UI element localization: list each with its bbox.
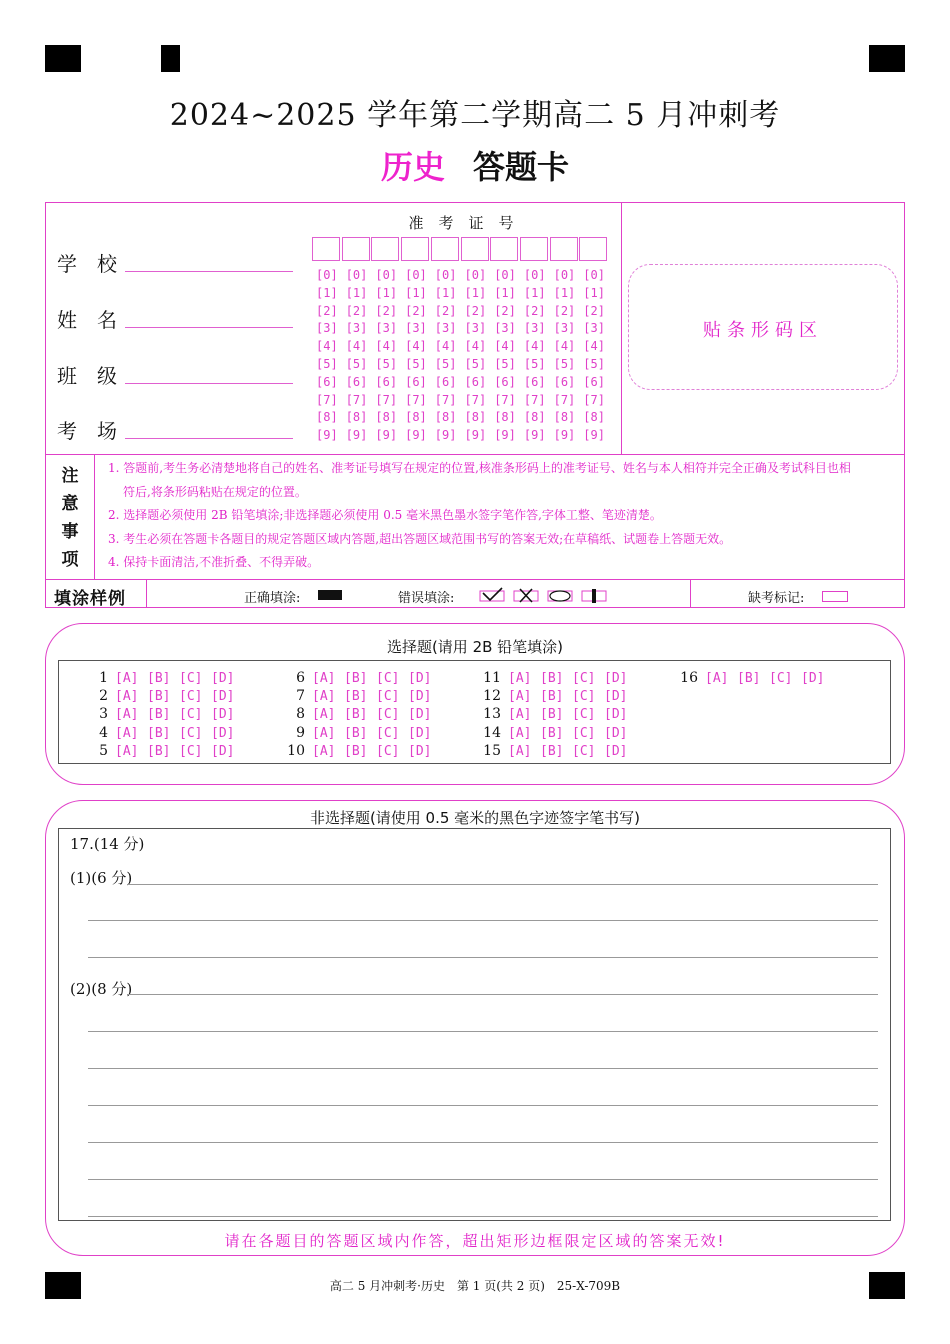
exam-id-cell[interactable] bbox=[520, 237, 548, 261]
answer-writing-line[interactable] bbox=[127, 994, 878, 995]
absent-mark-box[interactable] bbox=[822, 591, 848, 602]
exam-id-digit-bubble[interactable]: [4] bbox=[405, 339, 427, 354]
info-divider-right bbox=[621, 202, 622, 454]
exam-id-digit-bubble[interactable]: [9] bbox=[345, 428, 368, 443]
choice-option-bubble[interactable]: [D] bbox=[408, 689, 432, 705]
exam-id-digit-bubble[interactable]: [4] bbox=[316, 339, 338, 354]
choice-option-bubble[interactable]: [A] bbox=[115, 725, 139, 741]
choice-option-bubble[interactable]: [B] bbox=[540, 671, 564, 686]
wrong-sample-check bbox=[483, 588, 502, 600]
exam-id-digit-bubble[interactable]: [0] bbox=[494, 268, 516, 282]
answer-writing-line[interactable] bbox=[88, 1031, 878, 1032]
choice-question-number: 9 bbox=[296, 724, 305, 741]
choice-option-bubble[interactable]: [A] bbox=[312, 743, 336, 759]
exam-id-cell[interactable] bbox=[312, 237, 340, 261]
exam-id-digit-bubble[interactable]: [7] bbox=[375, 392, 398, 407]
choice-question-number: 11 bbox=[483, 670, 501, 686]
choice-option-bubble[interactable]: [D] bbox=[604, 689, 628, 705]
choice-question-number: 3 bbox=[99, 706, 108, 723]
exam-id-digit-bubble[interactable]: [1] bbox=[375, 285, 398, 300]
notice-label-divider bbox=[94, 454, 95, 579]
exam-id-digit-bubble[interactable]: [0] bbox=[434, 268, 457, 282]
answer-writing-line[interactable] bbox=[88, 1216, 878, 1217]
exam-id-digit-bubble[interactable]: [1] bbox=[316, 285, 338, 300]
room-label: 考 场 bbox=[57, 419, 117, 443]
exam-id-digit-bubble[interactable]: [7] bbox=[494, 392, 516, 407]
exam-id-digit-bubble[interactable]: [6] bbox=[553, 374, 576, 389]
card-subtitle bbox=[0, 142, 950, 188]
notice-item-2: 2. 选择题必须使用 2B 铅笔填涂;非选择题必须使用 0.5 毫米黑色墨水签字笔作答,字体工整、笔迹清楚。 bbox=[108, 508, 662, 522]
exam-id-digit-bubble[interactable]: [1] bbox=[405, 285, 427, 300]
exam-id-digit-bubble[interactable]: [8] bbox=[553, 410, 576, 425]
notice-item-4: 4. 保持卡面清洁,不准折叠、不得弄破。 bbox=[108, 555, 320, 569]
choice-option-bubble[interactable]: [B] bbox=[540, 725, 564, 741]
exam-id-digit-bubble[interactable]: [3] bbox=[553, 321, 576, 336]
notice-list bbox=[108, 457, 898, 575]
sample-divider-right bbox=[690, 579, 691, 608]
choice-option-bubble[interactable]: [B] bbox=[147, 707, 171, 723]
choice-option-bubble[interactable]: [A] bbox=[312, 689, 336, 705]
notice-label bbox=[56, 462, 84, 574]
exam-id-digit-bubble[interactable]: [6] bbox=[583, 374, 605, 389]
choice-option-bubble[interactable]: [A] bbox=[508, 671, 532, 686]
exam-id-digit-bubble[interactable]: [8] bbox=[494, 410, 516, 425]
info-divider-sample bbox=[45, 579, 905, 580]
exam-id-digit-bubble[interactable]: [8] bbox=[583, 410, 605, 425]
nonchoice-title: 非选择题(请使用 0.5 毫米的黑色字迹签字笔书写) bbox=[309, 809, 641, 827]
exam-id-digit-bubble[interactable]: [5] bbox=[553, 357, 576, 371]
choice-option-bubble[interactable]: [C] bbox=[179, 671, 203, 686]
exam-id-digit-bubble[interactable]: [4] bbox=[553, 339, 576, 354]
exam-id-digit-bubble[interactable]: [9] bbox=[583, 428, 605, 443]
exam-id-digit-bubble[interactable]: [3] bbox=[316, 321, 338, 336]
exam-id-digit-bubble[interactable]: [9] bbox=[464, 428, 487, 443]
choice-option-bubble[interactable]: [D] bbox=[211, 725, 235, 741]
exam-id-digit-bubble[interactable]: [3] bbox=[583, 321, 605, 336]
exam-id-digit-bubble[interactable]: [2] bbox=[405, 303, 427, 318]
exam-id-digit-bubble[interactable]: [0] bbox=[316, 268, 338, 282]
exam-id-digit-bubble[interactable]: [2] bbox=[316, 303, 338, 318]
page-footer: 高二 5 月冲刺考·历史 第 1 页(共 2 页) 25-X-709B bbox=[329, 1279, 621, 1293]
exam-id-digit-bubble[interactable]: [3] bbox=[434, 321, 457, 336]
exam-id-digit-bubble[interactable]: [1] bbox=[345, 285, 368, 300]
room-field[interactable] bbox=[125, 438, 293, 439]
choice-option-bubble[interactable]: [A] bbox=[508, 707, 532, 723]
info-divider-notice bbox=[45, 454, 905, 455]
choice-option-bubble[interactable]: [A] bbox=[508, 725, 532, 741]
exam-id-cell[interactable] bbox=[401, 237, 429, 261]
choice-option-bubble[interactable]: [D] bbox=[801, 671, 825, 686]
answer-writing-line[interactable] bbox=[88, 1068, 878, 1069]
choice-option-bubble[interactable]: [C] bbox=[572, 689, 596, 705]
exam-id-digit-bubble[interactable]: [5] bbox=[464, 357, 487, 371]
correct-fill-label: 正确填涂: bbox=[244, 591, 301, 606]
exam-id-digit-bubble[interactable]: [2] bbox=[523, 303, 546, 318]
exam-id-digit-bubble[interactable]: [5] bbox=[494, 357, 516, 371]
choice-option-bubble[interactable]: [C] bbox=[376, 671, 400, 686]
exam-id-digit-bubble[interactable]: [6] bbox=[405, 374, 427, 389]
exam-id-digit-bubble[interactable]: [8] bbox=[316, 410, 338, 425]
exam-id-digit-bubble[interactable]: [1] bbox=[434, 285, 457, 300]
exam-id-digit-bubble[interactable]: [0] bbox=[375, 268, 398, 282]
exam-id-cell[interactable] bbox=[490, 237, 518, 261]
exam-id-digit-bubble[interactable]: [5] bbox=[405, 357, 427, 371]
exam-id-digit-bubble[interactable]: [7] bbox=[523, 392, 546, 407]
exam-id-digit-bubble[interactable]: [7] bbox=[316, 392, 338, 407]
choice-option-bubble[interactable]: [B] bbox=[147, 671, 171, 686]
choice-option-bubble[interactable]: [D] bbox=[211, 743, 235, 759]
card-name: 答题卡 bbox=[473, 148, 570, 186]
choice-option-bubble[interactable]: [A] bbox=[705, 671, 729, 686]
exam-id-digit-bubble[interactable]: [4] bbox=[523, 339, 546, 354]
part-1-label: (1)(6 分) bbox=[70, 869, 133, 887]
exam-id-digit-bubble[interactable]: [0] bbox=[553, 268, 576, 282]
exam-id-digit-bubble[interactable]: [9] bbox=[434, 428, 457, 443]
exam-id-cell[interactable] bbox=[431, 237, 459, 261]
wrong-sample-circle bbox=[550, 591, 570, 601]
correct-fill-sample bbox=[318, 590, 342, 600]
sample-divider-left bbox=[146, 579, 147, 608]
choice-option-bubble[interactable]: [D] bbox=[604, 671, 628, 686]
nonchoice-answer-box[interactable] bbox=[58, 828, 891, 1221]
exam-id-digit-bubble[interactable]: [1] bbox=[553, 285, 576, 300]
choice-option-bubble[interactable]: [B] bbox=[540, 707, 564, 723]
exam-id-digit-bubble[interactable]: [2] bbox=[583, 303, 605, 318]
answer-writing-line[interactable] bbox=[127, 884, 878, 885]
exam-id-digit-bubble[interactable]: [7] bbox=[405, 392, 427, 407]
question-17-label: 17.(14 分) bbox=[70, 835, 145, 853]
exam-id-digit-bubble[interactable]: [8] bbox=[464, 410, 487, 425]
choice-option-bubble[interactable]: [A] bbox=[312, 671, 336, 686]
exam-id-digit-bubble[interactable]: [0] bbox=[345, 268, 368, 282]
choice-option-bubble[interactable]: [B] bbox=[147, 743, 171, 759]
exam-id-digit-bubble[interactable]: [5] bbox=[434, 357, 457, 371]
exam-id-digit-bubble[interactable]: [5] bbox=[316, 357, 338, 371]
choice-option-bubble[interactable]: [A] bbox=[312, 707, 336, 723]
exam-id-digit-bubble[interactable]: [8] bbox=[523, 410, 546, 425]
timing-mark-top-left bbox=[45, 45, 81, 72]
page-title: 2024~2025 学年第二学期高二 5 月冲刺考 bbox=[169, 98, 781, 133]
choice-option-bubble[interactable]: [C] bbox=[572, 743, 596, 759]
exam-id-digit-bubble[interactable]: [5] bbox=[523, 357, 546, 371]
choice-title: 选择题(请用 2B 铅笔填涂) bbox=[386, 638, 564, 656]
exam-id-digit-bubble[interactable]: [6] bbox=[464, 374, 487, 389]
exam-id-digit-bubble[interactable]: [6] bbox=[523, 374, 546, 389]
exam-id-digit-bubble[interactable]: [7] bbox=[434, 392, 457, 407]
exam-id-digit-bubble[interactable]: [6] bbox=[375, 374, 398, 389]
exam-id-digit-bubble[interactable]: [4] bbox=[464, 339, 487, 354]
exam-id-digit-bubble[interactable]: [6] bbox=[494, 374, 516, 389]
exam-id-digit-bubble[interactable]: [4] bbox=[494, 339, 516, 354]
exam-id-digit-bubble[interactable]: [9] bbox=[375, 428, 398, 443]
choice-option-bubble[interactable]: [D] bbox=[604, 725, 628, 741]
exam-id-digit-bubble[interactable]: [2] bbox=[494, 303, 516, 318]
exam-id-digit-bubble[interactable]: [3] bbox=[464, 321, 487, 336]
answer-writing-line[interactable] bbox=[88, 1179, 878, 1180]
choice-question-number: 4 bbox=[99, 724, 108, 741]
choice-option-bubble[interactable]: [B] bbox=[344, 707, 368, 723]
choice-question-number: 14 bbox=[483, 724, 501, 741]
choice-option-bubble[interactable]: [D] bbox=[408, 725, 432, 741]
exam-id-digit-bubble[interactable]: [7] bbox=[464, 392, 487, 407]
answer-writing-line[interactable] bbox=[88, 957, 878, 958]
choice-option-bubble[interactable]: [C] bbox=[179, 689, 203, 705]
exam-id-label: 准 考 证 号 bbox=[408, 214, 514, 232]
choice-option-bubble[interactable]: [D] bbox=[408, 707, 432, 723]
choice-question-number: 12 bbox=[483, 688, 501, 705]
notice-item-1: 1. 答题前,考生务必清楚地将自己的姓名、准考证号填写在规定的位置,核准条形码上的准考证号、姓名与本人相符并完全正确及考试科目也相 bbox=[108, 461, 851, 475]
choice-option-bubble[interactable]: [C] bbox=[179, 725, 203, 741]
exam-id-digit-bubble[interactable]: [9] bbox=[523, 428, 546, 443]
choice-option-bubble[interactable]: [A] bbox=[312, 725, 336, 741]
choice-question-number: 1 bbox=[99, 670, 108, 686]
exam-id-digit-bubble[interactable]: [7] bbox=[583, 392, 605, 407]
choice-question-number: 8 bbox=[296, 706, 305, 723]
choice-option-bubble[interactable]: [A] bbox=[115, 689, 139, 705]
choice-question-number: 5 bbox=[99, 742, 108, 759]
wrong-fill-label: 错误填涂: bbox=[398, 591, 455, 606]
choice-option-bubble[interactable]: [A] bbox=[115, 707, 139, 723]
exam-id-digit-bubble[interactable]: [2] bbox=[345, 303, 368, 318]
exam-id-digit-bubble[interactable]: [5] bbox=[375, 357, 398, 371]
barcode-label: 贴条形码区 bbox=[703, 320, 823, 341]
choice-option-bubble[interactable]: [D] bbox=[604, 743, 628, 759]
choice-option-bubble[interactable]: [B] bbox=[344, 671, 368, 686]
choice-option-bubble[interactable]: [D] bbox=[211, 707, 235, 723]
exam-id-digit-bubble[interactable]: [6] bbox=[434, 374, 457, 389]
exam-id-digit-bubble[interactable]: [3] bbox=[405, 321, 427, 336]
exam-id-digit-bubble[interactable]: [1] bbox=[523, 285, 546, 300]
answer-writing-line[interactable] bbox=[88, 1105, 878, 1106]
choice-option-bubble[interactable]: [B] bbox=[147, 725, 171, 741]
exam-id-digit-bubble[interactable]: [9] bbox=[316, 428, 338, 443]
school-label: 学 校 bbox=[57, 252, 117, 276]
choice-question-number: 10 bbox=[287, 742, 305, 759]
choice-question-number: 7 bbox=[296, 688, 305, 705]
exam-id-digit-bubble[interactable]: [1] bbox=[464, 285, 487, 300]
exam-id-digit-bubble[interactable]: [0] bbox=[405, 268, 427, 282]
choice-option-bubble[interactable]: [A] bbox=[508, 743, 532, 759]
choice-option-bubble[interactable]: [C] bbox=[376, 707, 400, 723]
choice-option-bubble[interactable]: [C] bbox=[572, 707, 596, 723]
exam-id-digit-bubble[interactable]: [9] bbox=[494, 428, 516, 443]
exam-id-digit-bubble[interactable]: [1] bbox=[583, 285, 605, 300]
exam-id-cell[interactable] bbox=[550, 237, 578, 261]
exam-id-digit-bubble[interactable]: [8] bbox=[434, 410, 457, 425]
choice-option-bubble[interactable]: [B] bbox=[344, 689, 368, 705]
exam-id-digit-bubble[interactable]: [0] bbox=[464, 268, 487, 282]
choice-option-bubble[interactable]: [D] bbox=[604, 707, 628, 723]
exam-id-digit-bubble[interactable]: [9] bbox=[405, 428, 427, 443]
answer-writing-line[interactable] bbox=[88, 920, 878, 921]
choice-option-bubble[interactable]: [B] bbox=[147, 689, 171, 705]
choice-option-bubble[interactable]: [A] bbox=[508, 689, 532, 705]
exam-id-digit-bubble[interactable]: [0] bbox=[583, 268, 605, 282]
exam-id-digit-bubble[interactable]: [6] bbox=[316, 374, 338, 389]
absent-mark-label: 缺考标记: bbox=[748, 591, 805, 606]
class-field[interactable] bbox=[125, 383, 293, 384]
exam-id-digit-bubble[interactable]: [2] bbox=[553, 303, 576, 318]
notice-item-3: 3. 考生必须在答题卡各题目的规定答题区域内答题,超出答题区域范围书写的答案无效;在草稿纸、试题卷上答题无效。 bbox=[108, 531, 732, 546]
exam-id-digit-bubble[interactable]: [8] bbox=[375, 410, 398, 425]
exam-id-digit-bubble[interactable]: [4] bbox=[434, 339, 457, 354]
notice-label-text: 注意事项 bbox=[61, 466, 79, 570]
exam-id-digit-bubble[interactable]: [4] bbox=[345, 339, 368, 354]
exam-id-digit-bubble[interactable]: [7] bbox=[553, 392, 576, 407]
exam-id-digit-bubble[interactable]: [3] bbox=[375, 321, 398, 336]
exam-id-digit-bubble[interactable]: [8] bbox=[405, 410, 427, 425]
exam-id-cell[interactable] bbox=[371, 237, 399, 261]
exam-id-digit-bubble[interactable]: [3] bbox=[523, 321, 546, 336]
choice-option-bubble[interactable]: [C] bbox=[376, 743, 400, 759]
timing-mark-top-middle bbox=[161, 45, 180, 72]
part-2-label: (2)(8 分) bbox=[70, 980, 133, 998]
choice-option-bubble[interactable]: [D] bbox=[211, 689, 235, 705]
exam-id-digit-bubble[interactable]: [5] bbox=[345, 357, 368, 371]
choice-question-number: 6 bbox=[296, 670, 305, 686]
choice-option-bubble[interactable]: [A] bbox=[115, 743, 139, 759]
name-label: 姓 名 bbox=[57, 308, 117, 332]
exam-id-digit-bubble[interactable]: [8] bbox=[345, 410, 368, 425]
answer-writing-line[interactable] bbox=[88, 1142, 878, 1143]
choice-option-bubble[interactable]: [A] bbox=[115, 671, 139, 686]
exam-id-digit-bubble[interactable]: [6] bbox=[345, 374, 368, 389]
choice-option-bubble[interactable]: [C] bbox=[179, 743, 203, 759]
exam-id-cell[interactable] bbox=[461, 237, 489, 261]
choice-question-number: 16 bbox=[680, 670, 698, 686]
exam-id-digit-bubble[interactable]: [2] bbox=[375, 303, 398, 318]
choice-option-bubble[interactable]: [C] bbox=[572, 671, 596, 686]
exam-id-digit-bubble[interactable]: [5] bbox=[583, 357, 605, 371]
choice-option-bubble[interactable]: [C] bbox=[376, 689, 400, 705]
exam-id-cell[interactable] bbox=[579, 237, 607, 261]
choice-option-bubble[interactable]: [B] bbox=[344, 725, 368, 741]
wrong-fill-samples bbox=[478, 587, 608, 603]
choice-option-bubble[interactable]: [C] bbox=[769, 671, 793, 686]
choice-option-bubble[interactable]: [B] bbox=[737, 671, 761, 686]
choice-question-number: 13 bbox=[483, 706, 501, 723]
answer-warning: 请在各题目的答题区域内作答，超出矩形边框限定区域的答案无效! bbox=[224, 1232, 726, 1250]
timing-mark-top-right bbox=[869, 45, 905, 72]
choice-option-bubble[interactable]: [C] bbox=[572, 725, 596, 741]
class-label: 班 级 bbox=[57, 364, 117, 388]
notice-item-1-cont: 符后,将条形码粘贴在规定的位置。 bbox=[123, 484, 307, 499]
choice-option-bubble[interactable]: [B] bbox=[344, 743, 368, 759]
subject-name: 历史 bbox=[380, 148, 445, 186]
choice-option-bubble[interactable]: [C] bbox=[179, 707, 203, 723]
choice-option-bubble[interactable]: [D] bbox=[408, 671, 432, 686]
exam-id-digit-bubble[interactable]: [4] bbox=[375, 339, 398, 354]
fill-sample-label: 填涂样例 bbox=[54, 589, 126, 609]
exam-id-digit-bubble[interactable]: [0] bbox=[523, 268, 546, 282]
exam-id-digit-bubble[interactable]: [1] bbox=[494, 285, 516, 300]
exam-id-digit-bubble[interactable]: [2] bbox=[464, 303, 487, 318]
exam-id-digit-bubble[interactable]: [9] bbox=[553, 428, 576, 443]
exam-id-cell[interactable] bbox=[342, 237, 370, 261]
choice-option-bubble[interactable]: [B] bbox=[540, 743, 564, 759]
choice-option-bubble[interactable]: [C] bbox=[376, 725, 400, 741]
choice-question-number: 15 bbox=[483, 742, 501, 759]
exam-id-digit-bubble[interactable]: [3] bbox=[345, 321, 368, 336]
name-field[interactable] bbox=[125, 327, 293, 328]
exam-id-digit-bubble[interactable]: [3] bbox=[494, 321, 516, 336]
exam-id-digit-bubble[interactable]: [2] bbox=[434, 303, 457, 318]
choice-option-bubble[interactable]: [B] bbox=[540, 689, 564, 705]
wrong-sample-circle-box bbox=[548, 591, 572, 601]
choice-question-number: 2 bbox=[99, 688, 108, 705]
wrong-sample-bar bbox=[592, 589, 596, 603]
choice-option-bubble[interactable]: [D] bbox=[211, 671, 235, 686]
exam-id-digit-bubble[interactable]: [7] bbox=[345, 392, 368, 407]
exam-id-digit-bubble[interactable]: [4] bbox=[583, 339, 605, 354]
choice-option-bubble[interactable]: [D] bbox=[408, 743, 432, 759]
school-field[interactable] bbox=[125, 271, 293, 272]
